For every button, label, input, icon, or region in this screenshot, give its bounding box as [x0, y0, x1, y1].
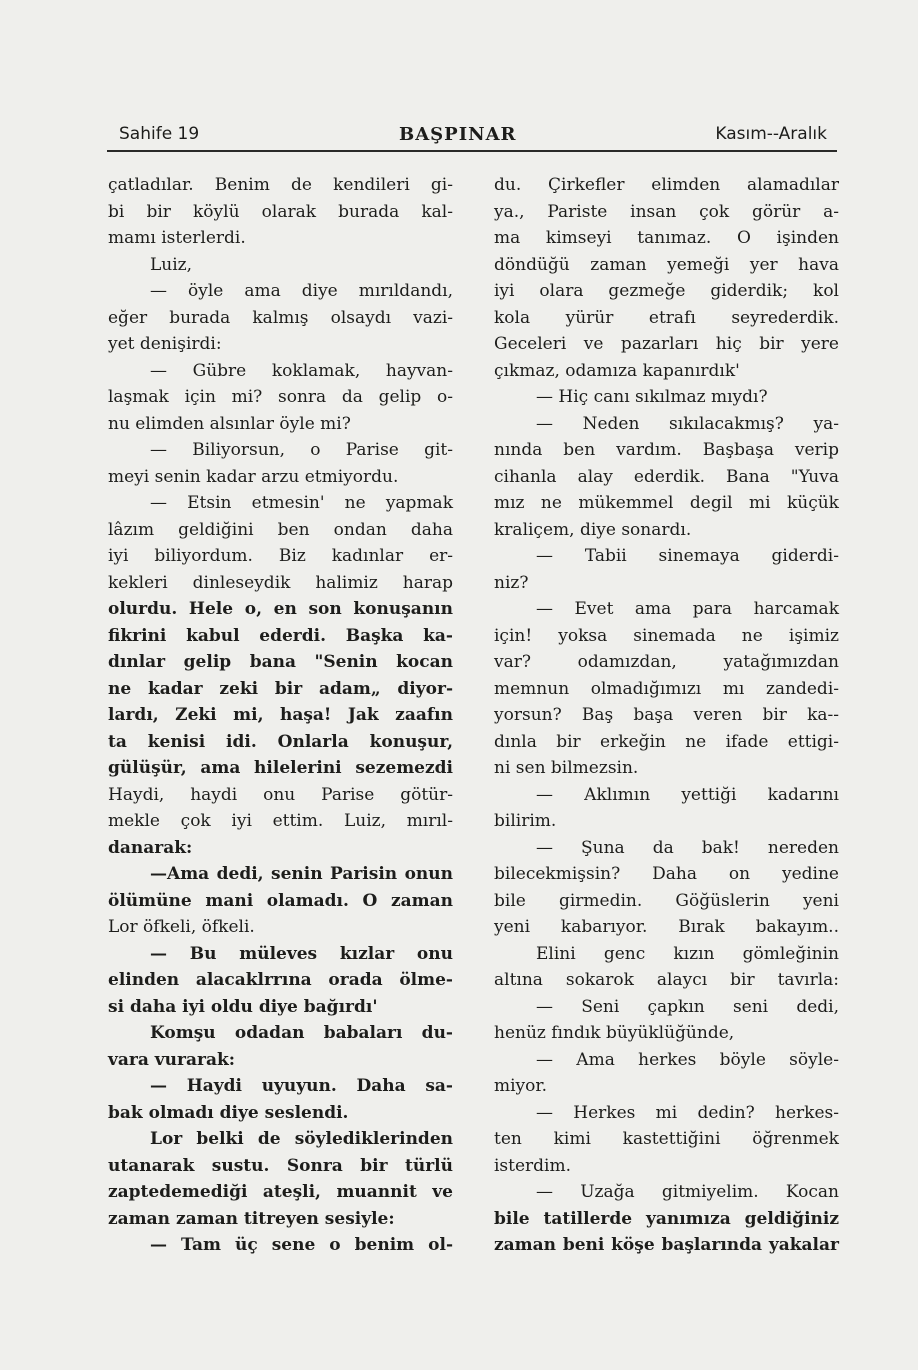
text-line: Luiz,	[150, 254, 193, 275]
text-line: du. Çirkefler elimden alamadılar	[494, 175, 839, 195]
text-line: — Neden sıkılacakmış? ya-	[536, 413, 839, 434]
text-line: —Ama dedi, senin Parisin onun	[150, 864, 453, 884]
text-line: — Aklımın yettiği kadarını	[536, 784, 839, 805]
text-line: danarak:	[108, 837, 193, 858]
text-line: — Haydi uyuyun. Daha sa-	[150, 1076, 453, 1096]
text-line: ta kenisi idi. Onlarla konuşur,	[108, 731, 453, 752]
text-line: ya., Pariste insan çok görür a-	[494, 201, 839, 222]
text-line: — Ama herkes böyle söyle-	[536, 1049, 839, 1070]
text-line: için! yoksa sinemada ne işimiz	[494, 625, 839, 646]
text-line: kraliçem, diye sonardı.	[494, 519, 692, 540]
text-line: miyor.	[494, 1076, 548, 1096]
text-line: olurdu. Hele o, en son konuşanın	[108, 599, 453, 619]
text-line: bilirim.	[494, 811, 557, 831]
text-line: utanarak sustu. Sonra bir türlü	[108, 1155, 453, 1176]
text-line: bak olmadı diye seslendi.	[108, 1102, 349, 1123]
text-line: çıkmaz, odamıza kapanırdık'	[494, 360, 740, 381]
text-line: ölümüne mani olamadı. O zaman	[108, 890, 453, 911]
text-line: dınla bir erkeğin ne ifade ettigi-	[494, 731, 839, 752]
text-line: mız ne mükemmel degil mi küçük	[494, 493, 839, 513]
text-line: zaman zaman titreyen sesiyle:	[108, 1208, 395, 1229]
text-line: nu elimden alsınlar öyle mi?	[108, 413, 351, 434]
text-line: yet denişirdi:	[108, 334, 222, 354]
text-line: bile girmedin. Göğüslerin yeni	[494, 890, 839, 911]
text-line: memnun olmadığımızı mı zandedi-	[494, 678, 839, 699]
text-line: — Herkes mi dedin? herkes-	[536, 1102, 839, 1123]
text-line: — Etsin etmesin' ne yapmak	[150, 493, 453, 513]
text-line: — Gübre koklamak, hayvan-	[150, 360, 453, 381]
text-line: Geceleri ve pazarları hiç bir yere	[494, 334, 839, 354]
page-header	[107, 116, 837, 152]
text-line: laşmak için mi? sonra da gelip o-	[108, 387, 453, 407]
text-line: Komşu odadan babaları du-	[150, 1023, 453, 1043]
text-line: ni sen bilmezsin.	[494, 758, 639, 778]
text-line: isterdim.	[494, 1155, 572, 1176]
text-line: elinden alacaklrrına orada ölme-	[108, 970, 453, 990]
text-line: — Uzağa gitmiyelim. Kocan	[536, 1182, 839, 1202]
text-line: si daha iyi oldu diye bağırdı'	[108, 996, 378, 1017]
text-line: bilecekmişsin? Daha on yedine	[494, 864, 839, 884]
text-line: — Tam üç sene o benim ol-	[150, 1235, 453, 1255]
text-line: dınlar gelip bana "Senin kocan	[108, 652, 453, 672]
text-line: gülüşür, ama hilelerini sezemezdi	[108, 758, 453, 778]
text-line: Lor öfkeli, öfkeli.	[108, 917, 255, 937]
text-line: — Evet ama para harcamak	[536, 599, 839, 619]
text-line: ma kimseyi tanımaz. O işinden	[494, 228, 839, 248]
text-line: bile tatillerde yanımıza geldiğiniz	[494, 1208, 839, 1229]
text-line: ten kimi kastettiğini öğrenmek	[494, 1129, 839, 1149]
text-line: Haydi, haydi onu Parise götür-	[108, 784, 453, 805]
issue-date: Kasım--Aralık	[715, 124, 827, 144]
text-line: zaman beni köşe başlarında yakalar	[494, 1235, 839, 1255]
publication-title: BAŞPINAR	[399, 124, 517, 145]
text-line: Lor belki de söylediklerinden	[150, 1129, 453, 1149]
text-line: bi bir köylü olarak burada kal-	[108, 201, 453, 222]
text-line: eğer burada kalmış olsaydı vazi-	[108, 307, 453, 328]
text-line: — Biliyorsun, o Parise git-	[150, 440, 453, 460]
text-line: çatladılar. Benim de kendileri gi-	[108, 175, 453, 195]
text-line: Elini genc kızın gömleğinin	[536, 943, 839, 964]
text-line: ne kadar zeki bir adam„ diyor-	[108, 678, 453, 699]
text-line: mamı isterlerdi.	[108, 228, 246, 248]
text-line: kekleri dinleseydik halimiz harap	[108, 572, 453, 593]
right-text-column	[494, 172, 839, 1259]
text-line: zaptedemediği ateşli, muannit ve	[108, 1182, 453, 1202]
text-line: — öyle ama diye mırıldandı,	[150, 281, 453, 301]
text-line: — Bu müleves kızlar onu	[150, 943, 453, 964]
text-line: iyi olara gezmeğe giderdik; kol	[494, 281, 839, 301]
text-line: — Tabii sinemaya giderdi-	[536, 546, 839, 566]
text-line: lâzım geldiğini ben ondan daha	[108, 519, 453, 540]
text-line: var? odamızdan, yatağımızdan	[494, 652, 839, 672]
text-line: iyi biliyordum. Biz kadınlar er-	[108, 546, 453, 566]
text-line: cihanla alay ederdik. Bana "Yuva	[494, 466, 839, 487]
left-text-column	[108, 172, 453, 1259]
text-line: meyi senin kadar arzu etmiyordu.	[108, 466, 399, 487]
page-number: Sahife 19	[119, 124, 200, 144]
text-line: niz?	[494, 572, 529, 593]
text-line: kola yürür etrafı seyrederdik.	[494, 307, 839, 328]
text-line: nında ben vardım. Başbaşa verip	[494, 440, 839, 460]
text-line: fikrini kabul ederdi. Başka ka-	[108, 625, 453, 646]
text-line: — Şuna da bak! nereden	[536, 837, 839, 858]
text-line: mekle çok iyi ettim. Luiz, mırıl-	[108, 811, 453, 831]
text-line: — Hiç canı sıkılmaz mıydı?	[536, 387, 768, 407]
text-line: döndüğü zaman yemeği yer hava	[494, 254, 839, 275]
text-line: — Seni çapkın seni dedi,	[536, 996, 839, 1017]
text-line: henüz fındık büyüklüğünde,	[494, 1023, 735, 1043]
text-line: yorsun? Baş başa veren bir ka--	[494, 705, 839, 725]
text-line: lardı, Zeki mi, haşa! Jak zaafın	[108, 705, 453, 725]
text-line: yeni kabarıyor. Bırak bakayım..	[494, 917, 839, 937]
text-line: vara vurarak:	[108, 1049, 236, 1070]
text-line: altına sokarok alaycı bir tavırla:	[494, 970, 839, 990]
